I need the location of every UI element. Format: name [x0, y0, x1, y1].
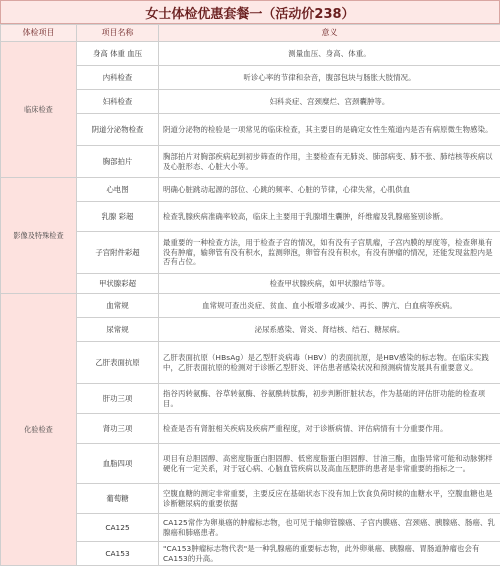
item-meaning: 乙肝表面抗原（HBsAg）是乙型肝炎病毒（HBV）的表面抗原，是HBV感染的标志物。在临床实践中，乙肝表面抗原的检测对于诊断乙型肝炎、评估患者感染状况和预测病情发展具有重要意义。	[159, 342, 500, 384]
item-meaning: 泌尿系感染、肾炎、肾结核、结石、糖尿病。	[159, 318, 500, 342]
item-name: 子宫附件彩超	[77, 232, 159, 274]
item-meaning: 检查甲状腺疾病，如甲状腺结节等。	[159, 274, 500, 294]
item-name: 乙肝表面抗原	[77, 342, 159, 384]
item-name: 胸部拍片	[77, 146, 159, 178]
item-meaning: 明确心脏跳动起源的部位、心跳的频率、心脏的节律，心律失常，心肌供血	[159, 178, 500, 202]
item-name: CA153	[77, 542, 159, 566]
category-imaging: 影像及特殊检查	[1, 178, 77, 294]
item-meaning: 最重要的一种检查方法，用于检查子宫的情况，如有没有子宫肌瘤，子宫内膜的厚度等，检查卵巢有没有肿瘤，输卵管有没有积水，监测卵泡，卵管有没有积水，有没有肿瘤的情况，还能发现盆腔内是否有占位。	[159, 232, 500, 274]
item-name: 尿常规	[77, 318, 159, 342]
item-name: 葡萄糖	[77, 484, 159, 514]
item-name: 身高 体重 血压	[77, 42, 159, 66]
page-title: 女士体检优惠套餐一（活动价238）	[0, 0, 500, 24]
item-name: 内科检查	[77, 66, 159, 90]
header-item: 项目名称	[77, 25, 159, 42]
item-name: 妇科检查	[77, 90, 159, 114]
table-header-row	[1, 25, 500, 42]
table-row	[1, 294, 500, 318]
item-name: 心电图	[77, 178, 159, 202]
table-row	[1, 42, 500, 66]
item-meaning: CA125常作为卵巢癌的肿瘤标志物，也可见于输卵管腺癌、子宫内膜癌、宫颈癌、胰腺癌、肠癌、乳腺癌和肺癌患者。	[159, 514, 500, 542]
item-meaning: 项目有总胆固醇、高密度脂蛋白胆固醇、低密度脂蛋白胆固醇、甘油三酯，血脂异常可能和动脉粥样硬化有一定关系，对于冠心病、心脑血管疾病以及高血压肥胖的患者是非常重要的指标之一。	[159, 444, 500, 484]
item-meaning: 检查乳腺疾病准确率较高，临床上主要用于乳腺增生囊肿，纤维瘤及乳腺癌鉴别诊断。	[159, 202, 500, 232]
item-meaning: 阴道分泌物的检验是一项常见的临床检查，其主要目的是确定女性生殖道内是否有病原微生物感染。	[159, 114, 500, 146]
category-lab: 化验检查	[1, 294, 77, 566]
item-name: CA125	[77, 514, 159, 542]
item-meaning: 听诊心率的节律和杂音，腹部包块与肠胀大肢情况。	[159, 66, 500, 90]
item-name: 肝功三项	[77, 384, 159, 414]
item-name: 血常规	[77, 294, 159, 318]
item-meaning: 检查是否有肾脏相关疾病及疾病严重程度，对于诊断病情、评估病情有十分重要作用。	[159, 414, 500, 444]
item-name: 肾功三项	[77, 414, 159, 444]
table-row	[1, 178, 500, 202]
header-category: 体检项目	[1, 25, 77, 42]
item-meaning: 空腹血糖的测定非常重要，主要反应在基础状态下没有加上饮食负荷时候的血糖水平，空腹血糖也是诊断糖尿病的重要依据	[159, 484, 500, 514]
header-meaning: 意义	[159, 25, 500, 42]
package-table	[0, 24, 500, 566]
item-name: 阴道分泌物检查	[77, 114, 159, 146]
item-meaning: 测量血压、身高、体重。	[159, 42, 500, 66]
category-clinical: 临床检查	[1, 42, 77, 178]
item-meaning: 指谷丙转氨酶、谷草转氨酶、谷氨酰转肽酶，初步判断肝脏状态，作为基础的评估肝功能的检查项目。	[159, 384, 500, 414]
item-meaning: "CA153肿瘤标志物代表"是一种乳腺癌的重要标志物，此外卵巢癌、胰腺癌、胃肠道肿瘤也会有CA153的升高。	[159, 542, 500, 566]
item-meaning: 妇科炎症、宫颈糜烂、宫颈囊肿等。	[159, 90, 500, 114]
item-meaning: 胸部拍片对胸部疾病起到初步筛查的作用，主要检查有无肺炎、肺部病变、肺不张、肺结核等疾病以及心脏形态、心脏大小等。	[159, 146, 500, 178]
item-name: 甲状腺彩超	[77, 274, 159, 294]
item-name: 乳腺 彩超	[77, 202, 159, 232]
item-name: 血脂四项	[77, 444, 159, 484]
item-meaning: 血常规可查出炎症、贫血、血小板增多或减少、再长、脾亢、白血病等疾病。	[159, 294, 500, 318]
